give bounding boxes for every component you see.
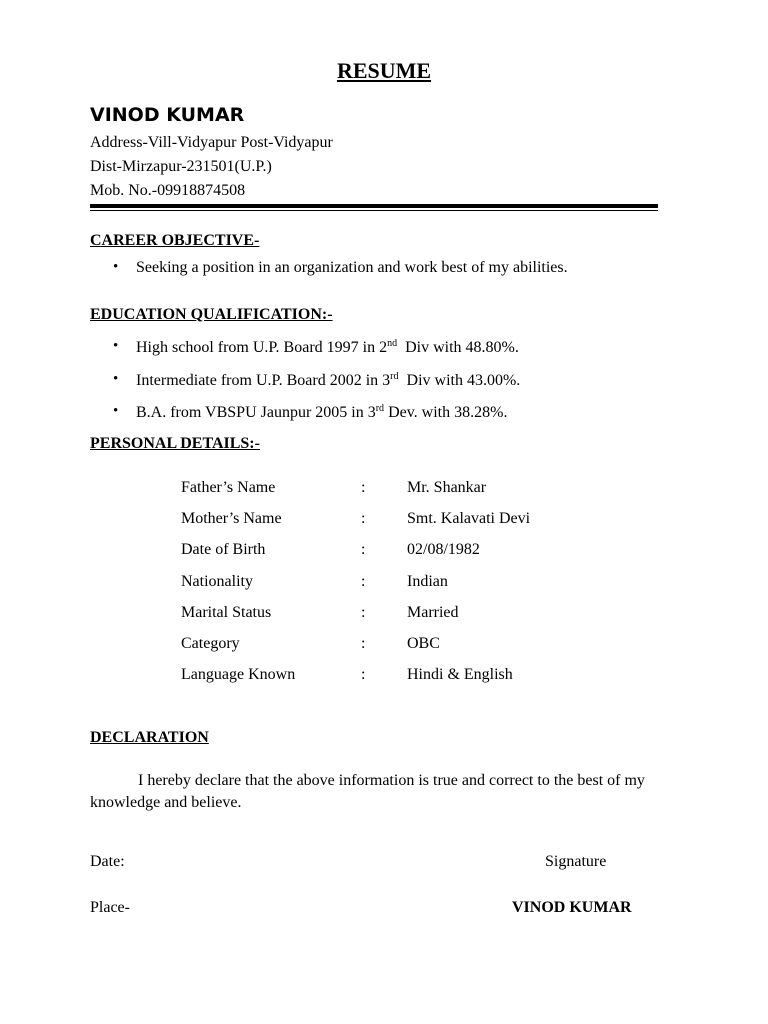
detail-label: Mother’s Name bbox=[181, 510, 282, 527]
bullet-icon: • bbox=[113, 371, 119, 387]
detail-separator: : bbox=[361, 635, 366, 652]
detail-value: Hindi & English bbox=[407, 666, 513, 683]
detail-separator: : bbox=[361, 510, 366, 527]
bullet-icon: • bbox=[113, 403, 119, 419]
detail-separator: : bbox=[361, 541, 366, 558]
detail-label: Date of Birth bbox=[181, 541, 266, 558]
address-line-1: Address-Vill-Vidyapur Post-Vidyapur bbox=[90, 134, 333, 151]
date-label: Date: bbox=[90, 853, 125, 870]
detail-separator: : bbox=[361, 604, 366, 621]
declaration-text: I hereby declare that the above information is true and correct to the best of my knowledge and believe. bbox=[90, 772, 645, 811]
bullet-icon: • bbox=[113, 259, 119, 275]
address-line-2: Dist-Mirzapur-231501(U.P.) bbox=[90, 158, 272, 175]
detail-label: Nationality bbox=[181, 573, 253, 590]
detail-separator: : bbox=[361, 666, 366, 683]
detail-label: Marital Status bbox=[181, 604, 272, 621]
document-title: RESUME bbox=[336, 58, 432, 83]
place-label: Place- bbox=[90, 899, 130, 916]
education-item: High school from U.P. Board 1997 in 2nd Div with 48.80%. bbox=[136, 338, 519, 356]
career-objective-heading: CAREER OBJECTIVE- bbox=[90, 232, 260, 249]
applicant-name: VINOD KUMAR bbox=[90, 104, 245, 126]
detail-separator: : bbox=[361, 479, 366, 496]
detail-value: Mr. Shankar bbox=[407, 479, 487, 496]
detail-separator: : bbox=[361, 573, 366, 590]
signature-label: Signature bbox=[545, 853, 607, 870]
declaration-heading: DECLARATION bbox=[90, 729, 209, 746]
detail-label: Language Known bbox=[181, 666, 296, 683]
detail-value: Indian bbox=[407, 573, 448, 590]
detail-value: OBC bbox=[407, 635, 440, 652]
bullet-icon: • bbox=[113, 338, 119, 354]
mobile-number: Mob. No.-09918874508 bbox=[90, 182, 246, 199]
detail-value: Smt. Kalavati Devi bbox=[407, 510, 531, 527]
header-divider-thick bbox=[90, 204, 658, 208]
career-objective-item: Seeking a position in an organization and work best of my abilities. bbox=[136, 259, 568, 276]
education-item: Intermediate from U.P. Board 2002 in 3rd Div with 43.00%. bbox=[136, 371, 521, 389]
detail-label: Category bbox=[181, 635, 240, 652]
education-heading: EDUCATION QUALIFICATION:- bbox=[90, 306, 333, 323]
header-divider-thin bbox=[90, 210, 658, 211]
detail-value: Married bbox=[407, 604, 459, 621]
education-item: B.A. from VBSPU Jaunpur 2005 in 3rd Dev. with 38.28%. bbox=[136, 403, 508, 421]
signature-name: VINOD KUMAR bbox=[512, 899, 632, 916]
personal-details-heading: PERSONAL DETAILS:- bbox=[90, 435, 260, 452]
detail-label: Father’s Name bbox=[181, 479, 276, 496]
detail-value: 02/08/1982 bbox=[407, 541, 480, 558]
